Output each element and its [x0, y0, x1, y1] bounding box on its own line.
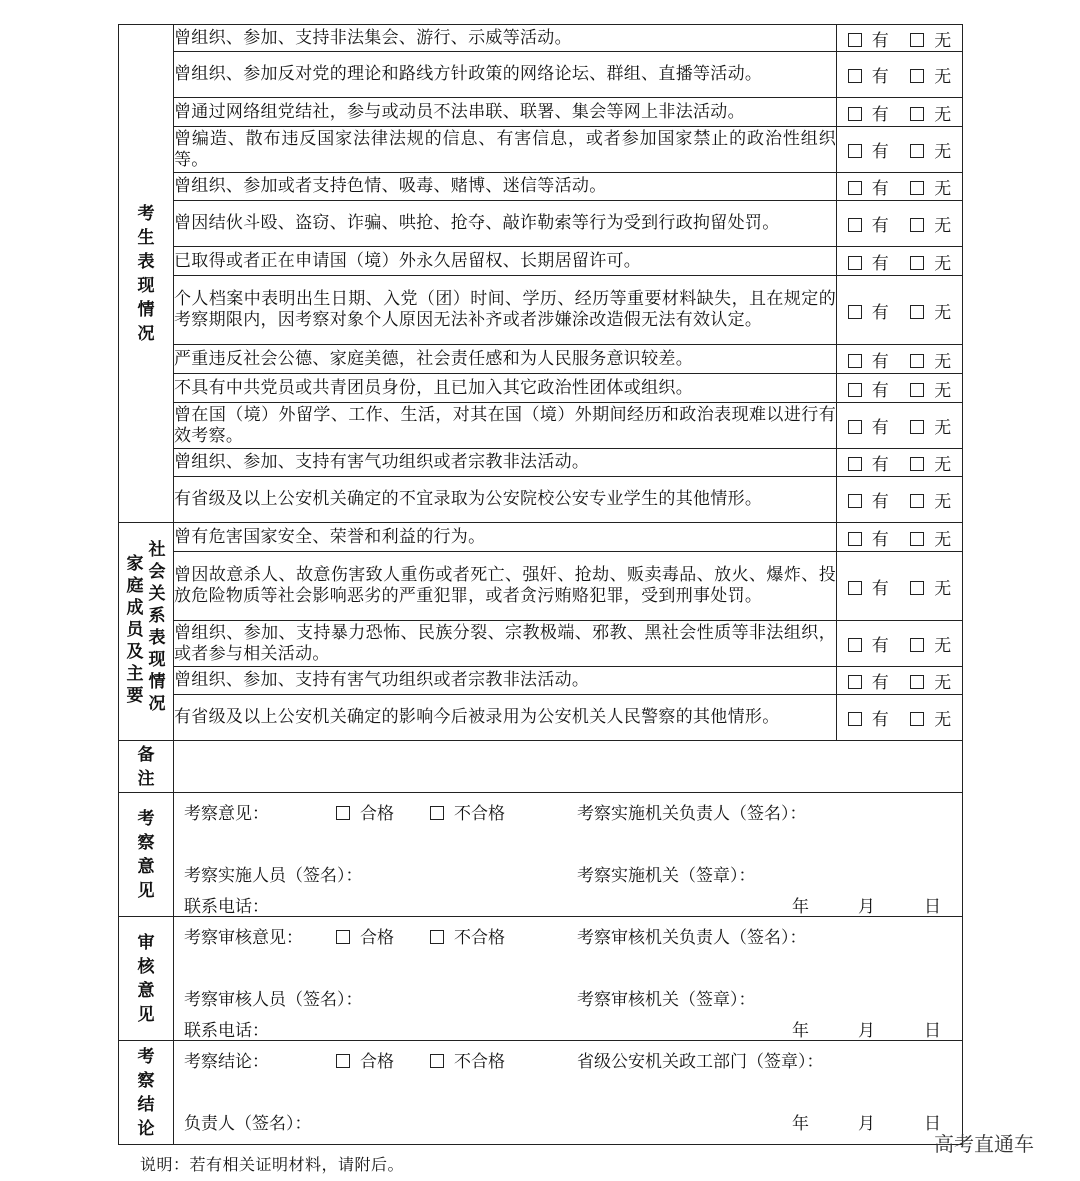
no-checkbox[interactable]	[910, 354, 924, 368]
candidate-item: 曾组织、参加反对党的理论和路线方针政策的网络论坛、群组、直播等活动。	[174, 52, 837, 98]
candidate-item: 已取得或者正在申请国（境）外永久居留权、长期居留许可。	[174, 247, 837, 276]
remarks-row	[119, 741, 963, 793]
review-fail-option[interactable]: 不合格	[430, 799, 505, 824]
fail-checkbox[interactable]	[430, 930, 444, 944]
candidate-row-8	[119, 345, 963, 374]
yes-checkbox[interactable]	[848, 354, 862, 368]
no-checkbox[interactable]	[910, 383, 924, 397]
yes-checkbox[interactable]	[848, 383, 862, 397]
label-char: 现	[137, 275, 155, 296]
no-checkbox[interactable]	[910, 581, 924, 595]
review-opinion-label: 考察意见：	[184, 804, 269, 824]
audit-year: 年	[792, 1021, 809, 1041]
label-char: 况	[137, 323, 155, 344]
review-month: 月	[858, 897, 875, 917]
review-day: 日	[924, 897, 941, 917]
fail-checkbox[interactable]	[430, 1054, 444, 1068]
candidate-row-1	[119, 52, 963, 98]
remarks-field[interactable]	[174, 741, 963, 793]
family-row-1	[119, 552, 963, 621]
conclusion-pass-option[interactable]: 合格	[336, 1047, 394, 1072]
no-checkbox[interactable]	[910, 144, 924, 158]
yes-no-check: 有 无	[837, 667, 963, 695]
label-char: 生	[137, 227, 155, 248]
label-char: 考	[137, 203, 155, 224]
family-item: 曾组织、参加、支持有害气功组织或者宗教非法活动。	[174, 667, 837, 695]
remarks-label: 备 注	[119, 741, 174, 793]
candidate-item: 个人档案中表明出生日期、入党（团）时间、学历、经历等重要材料缺失，且在规定的考察期限内，因考察对象个人原因无法补齐或者涉嫌涂改造假无法有效认定。	[174, 276, 837, 345]
no-checkbox[interactable]	[910, 457, 924, 471]
family-label-col1: 家 庭 成 员 及 主 要	[126, 554, 144, 706]
no-checkbox[interactable]	[910, 107, 924, 121]
yes-checkbox[interactable]	[848, 712, 862, 726]
no-checkbox[interactable]	[910, 181, 924, 195]
yes-no-check: 有 无	[837, 173, 963, 201]
candidate-row-4	[119, 173, 963, 201]
no-checkbox[interactable]	[910, 494, 924, 508]
no-checkbox[interactable]	[910, 256, 924, 270]
review-leader-sign: 考察实施机关负责人（签名）：	[577, 804, 807, 824]
family-row-3	[119, 667, 963, 695]
pass-checkbox[interactable]	[336, 1054, 350, 1068]
no-checkbox[interactable]	[910, 638, 924, 652]
no-checkbox[interactable]	[910, 675, 924, 689]
yes-checkbox[interactable]	[848, 420, 862, 434]
conclusion-fail-option[interactable]: 不合格	[430, 1047, 505, 1072]
review-year: 年	[792, 897, 809, 917]
footnote: 说明：若有相关证明材料，请附后。	[140, 1155, 405, 1174]
audit-leader-sign: 考察审核机关负责人（签名）：	[577, 928, 807, 948]
candidate-row-12	[119, 477, 963, 523]
audit-fail-option[interactable]: 不合格	[430, 923, 505, 948]
fail-checkbox[interactable]	[430, 806, 444, 820]
yes-checkbox[interactable]	[848, 33, 862, 47]
candidate-row-6	[119, 247, 963, 276]
yes-no-check: 有 无	[837, 449, 963, 477]
conclusion-row	[119, 1041, 963, 1145]
yes-checkbox[interactable]	[848, 305, 862, 319]
yes-no-check: 有 无	[837, 374, 963, 403]
no-checkbox[interactable]	[910, 712, 924, 726]
yes-no-check: 有 无	[837, 695, 963, 741]
conclusion-label: 考 察 结 论	[119, 1041, 174, 1145]
pass-checkbox[interactable]	[336, 806, 350, 820]
conclusion-leader-sign: 负责人（签名）：	[184, 1114, 312, 1134]
yes-no-check: 有 无	[837, 552, 963, 621]
watermark: 高考直通车	[934, 1132, 1034, 1156]
audit-opinion-label: 考察审核意见：	[184, 928, 303, 948]
candidate-item: 严重违反社会公德、家庭美德，社会责任感和为人民服务意识较差。	[174, 345, 837, 374]
yes-checkbox[interactable]	[848, 581, 862, 595]
yes-no-check: 有 无	[837, 127, 963, 173]
candidate-item: 曾编造、散布违反国家法律法规的信息、有害信息，或者参加国家禁止的政治性组织等。	[174, 127, 837, 173]
no-checkbox[interactable]	[910, 532, 924, 546]
no-checkbox[interactable]	[910, 218, 924, 232]
no-checkbox[interactable]	[910, 305, 924, 319]
conclusion-dept-seal: 省级公安机关政工部门（签章）：	[577, 1052, 824, 1072]
yes-checkbox[interactable]	[848, 181, 862, 195]
review-row	[119, 793, 963, 917]
yes-checkbox[interactable]	[848, 494, 862, 508]
yes-checkbox[interactable]	[848, 532, 862, 546]
yes-no-check: 有 无	[837, 201, 963, 247]
family-item: 曾有危害国家安全、荣誉和利益的行为。	[174, 523, 837, 552]
yes-checkbox[interactable]	[848, 218, 862, 232]
audit-row	[119, 917, 963, 1041]
conclusion-year: 年	[792, 1114, 809, 1134]
family-row-0	[119, 523, 963, 552]
review-section	[174, 793, 963, 917]
candidate-row-9	[119, 374, 963, 403]
family-row-2	[119, 621, 963, 667]
audit-label: 审 核 意 见	[119, 917, 174, 1041]
yes-no-check: 有 无	[837, 523, 963, 552]
yes-no-check: 有 无	[837, 98, 963, 127]
yes-checkbox[interactable]	[848, 457, 862, 471]
yes-checkbox[interactable]	[848, 638, 862, 652]
candidate-row-5	[119, 201, 963, 247]
candidate-row-10	[119, 403, 963, 449]
conclusion-month: 月	[858, 1114, 875, 1134]
audit-phone: 联系电话：	[184, 1021, 269, 1041]
yes-checkbox[interactable]	[848, 256, 862, 270]
conclusion-label-text: 考察结论：	[184, 1052, 269, 1072]
candidate-row-2	[119, 98, 963, 127]
review-org-seal: 考察实施机关（签章）：	[577, 866, 756, 886]
conclusion-section	[174, 1041, 963, 1145]
yes-no-check: 有 无	[837, 403, 963, 449]
family-item: 有省级及以上公安机关确定的影响今后被录用为公安机关人民警察的其他情形。	[174, 695, 837, 741]
candidate-item: 曾组织、参加、支持非法集会、游行、示威等活动。	[174, 25, 837, 52]
conclusion-day: 日	[924, 1114, 941, 1134]
candidate-row-3	[119, 127, 963, 173]
candidate-row-0	[119, 25, 963, 52]
yes-no-check: 有 无	[837, 621, 963, 667]
family-section-label	[119, 523, 174, 741]
yes-no-check: 有 无	[837, 276, 963, 345]
candidate-item: 不具有中共党员或共青团员身份，且已加入其它政治性团体或组织。	[174, 374, 837, 403]
audit-day: 日	[924, 1021, 941, 1041]
audit-staff-sign: 考察审核人员（签名）：	[184, 990, 363, 1010]
review-pass-option[interactable]: 合格	[336, 799, 394, 824]
candidate-item: 曾因结伙斗殴、盗窃、诈骗、哄抢、抢夺、敲诈勒索等行为受到行政拘留处罚。	[174, 201, 837, 247]
audit-pass-option[interactable]: 合格	[336, 923, 394, 948]
yes-checkbox[interactable]	[848, 107, 862, 121]
review-staff-sign: 考察实施人员（签名）：	[184, 866, 363, 886]
audit-section	[174, 917, 963, 1041]
yes-no-check: 有 无	[837, 477, 963, 523]
no-checkbox[interactable]	[910, 33, 924, 47]
label-char: 情	[137, 299, 155, 320]
pass-checkbox[interactable]	[336, 930, 350, 944]
yes-no-check: 有 无	[837, 345, 963, 374]
yes-no-check: 有 无	[837, 25, 963, 52]
candidate-row-11	[119, 449, 963, 477]
yes-checkbox[interactable]	[848, 144, 862, 158]
yes-checkbox[interactable]	[848, 69, 862, 83]
review-label: 考 察 意 见	[119, 793, 174, 917]
yes-no-check: 有 无	[837, 247, 963, 276]
audit-org-seal: 考察审核机关（签章）：	[577, 990, 756, 1010]
candidate-item: 曾组织、参加、支持有害气功组织或者宗教非法活动。	[174, 449, 837, 477]
audit-month: 月	[858, 1021, 875, 1041]
family-item: 曾因故意杀人、故意伤害致人重伤或者死亡、强奸、抢劫、贩卖毒品、放火、爆炸、投放危险物质等社会影响恶劣的严重犯罪，或者贪污贿赂犯罪，受到刑事处罚。	[174, 552, 837, 621]
family-label-col2: 社 会 关 系 表 现 情 况	[148, 540, 166, 714]
candidate-item: 曾通过网络组党结社，参与或动员不法串联、联署、集会等网上非法活动。	[174, 98, 837, 127]
candidate-item: 曾组织、参加或者支持色情、吸毒、赌博、迷信等活动。	[174, 173, 837, 201]
yes-checkbox[interactable]	[848, 675, 862, 689]
family-item: 曾组织、参加、支持暴力恐怖、民族分裂、宗教极端、邪教、黑社会性质等非法组织，或者参与相关活动。	[174, 621, 837, 667]
candidate-item: 有省级及以上公安机关确定的不宜录取为公安院校公安专业学生的其他情形。	[174, 477, 837, 523]
review-phone: 联系电话：	[184, 897, 269, 917]
no-checkbox[interactable]	[910, 69, 924, 83]
yes-no-check: 有 无	[837, 52, 963, 98]
candidate-item: 曾在国（境）外留学、工作、生活，对其在国（境）外期间经历和政治表现难以进行有效考察。	[174, 403, 837, 449]
family-row-4	[119, 695, 963, 741]
candidate-section-label	[119, 25, 174, 523]
review-form-table	[118, 24, 963, 1145]
no-checkbox[interactable]	[910, 420, 924, 434]
label-char: 表	[137, 251, 155, 272]
candidate-row-7	[119, 276, 963, 345]
